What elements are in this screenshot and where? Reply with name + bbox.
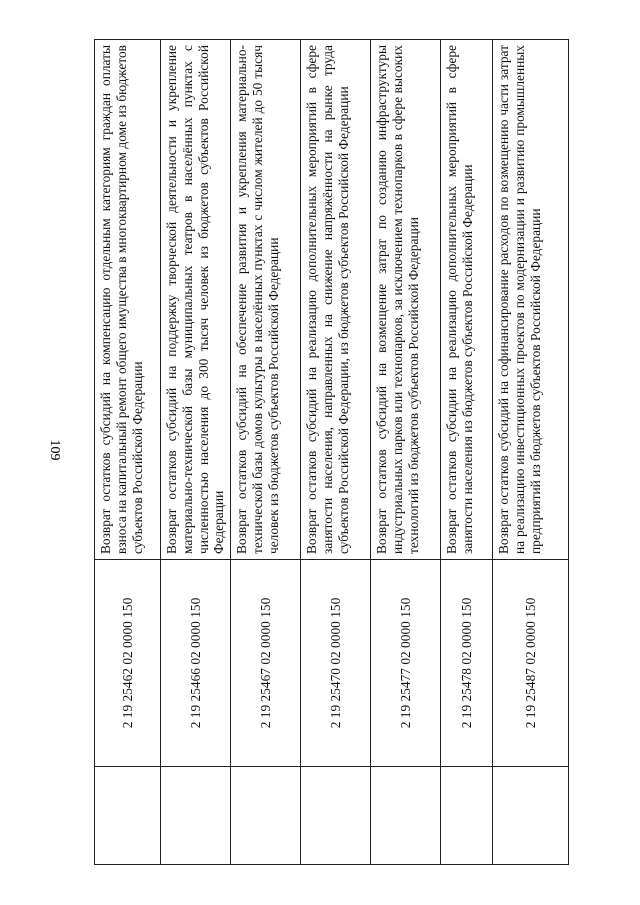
rotated-table [94,40,568,865]
budget-code-cell: 2 19 25477 02 0000 150 [371,560,441,767]
description-cell: Возврат остатков субсидий на реализацию дополнительных мероприятий в сфере занятости населения, направленных на снижение напряжённости на рынке труда субъектов Российской Федерации, из бюджетов субъектов Российской Федерации [301,40,371,560]
table-row [441,40,493,865]
budget-code-cell: 2 19 25462 02 0000 150 [95,560,161,767]
table-row [371,40,441,865]
budget-code-cell: 2 19 25487 02 0000 150 [493,560,569,767]
description-cell: Возврат остатков субсидий на поддержку творческой деятельности и укрепление материально-технической базы муниципальных театров в населённых пунктах с численностью населения до 300 тысяч человек из бюджетов субъектов Российской Федерации [161,40,231,560]
empty-cell [371,767,441,865]
budget-code-cell: 2 19 25466 02 0000 150 [161,560,231,767]
description-cell: Возврат остатков субсидий на софинансирование расходов по возмещению части затрат на реализацию инвестиционных проектов по модернизации и развитию промышленных предприятий из бюджетов субъектов Российской Федерации [493,40,569,560]
empty-cell [95,767,161,865]
budget-code-cell: 2 19 25470 02 0000 150 [301,560,371,767]
budget-code-cell: 2 19 25467 02 0000 150 [231,560,301,767]
description-cell: Возврат остатков субсидий на возмещение затрат по созданию инфраструктуры индустриальных парков или технопарков, за исключением технопарков в сфере высоких технологий из бюджетов субъектов Российской Федерации [371,40,441,560]
description-cell: Возврат остатков субсидий на компенсацию отдельным категориям граждан оплаты взноса на капитальный ремонт общего имущества в многоквартирном доме из бюджетов субъектов Российской Федерации [95,40,161,560]
table-row [161,40,231,865]
empty-cell [161,767,231,865]
empty-cell [301,767,371,865]
table-row [301,40,371,865]
empty-cell [231,767,301,865]
table-row [231,40,301,865]
description-cell: Возврат остатков субсидий на обеспечение развития и укрепления материально-технической базы домов культуры в населённых пунктах с числом жителей до 50 тысяч человек из бюджетов субъектов Российской Федерации [231,40,301,560]
description-cell: Возврат остатков субсидии на реализацию дополнительных мероприятий в сфере занятости населения из бюджетов субъектов Российской Федерации [441,40,493,560]
budget-codes-table [94,39,569,865]
page-number: 109 [47,439,62,461]
empty-cell [441,767,493,865]
empty-cell [493,767,569,865]
table-row [493,40,569,865]
budget-code-cell: 2 19 25478 02 0000 150 [441,560,493,767]
table-container [94,40,568,865]
table-row [95,40,161,865]
